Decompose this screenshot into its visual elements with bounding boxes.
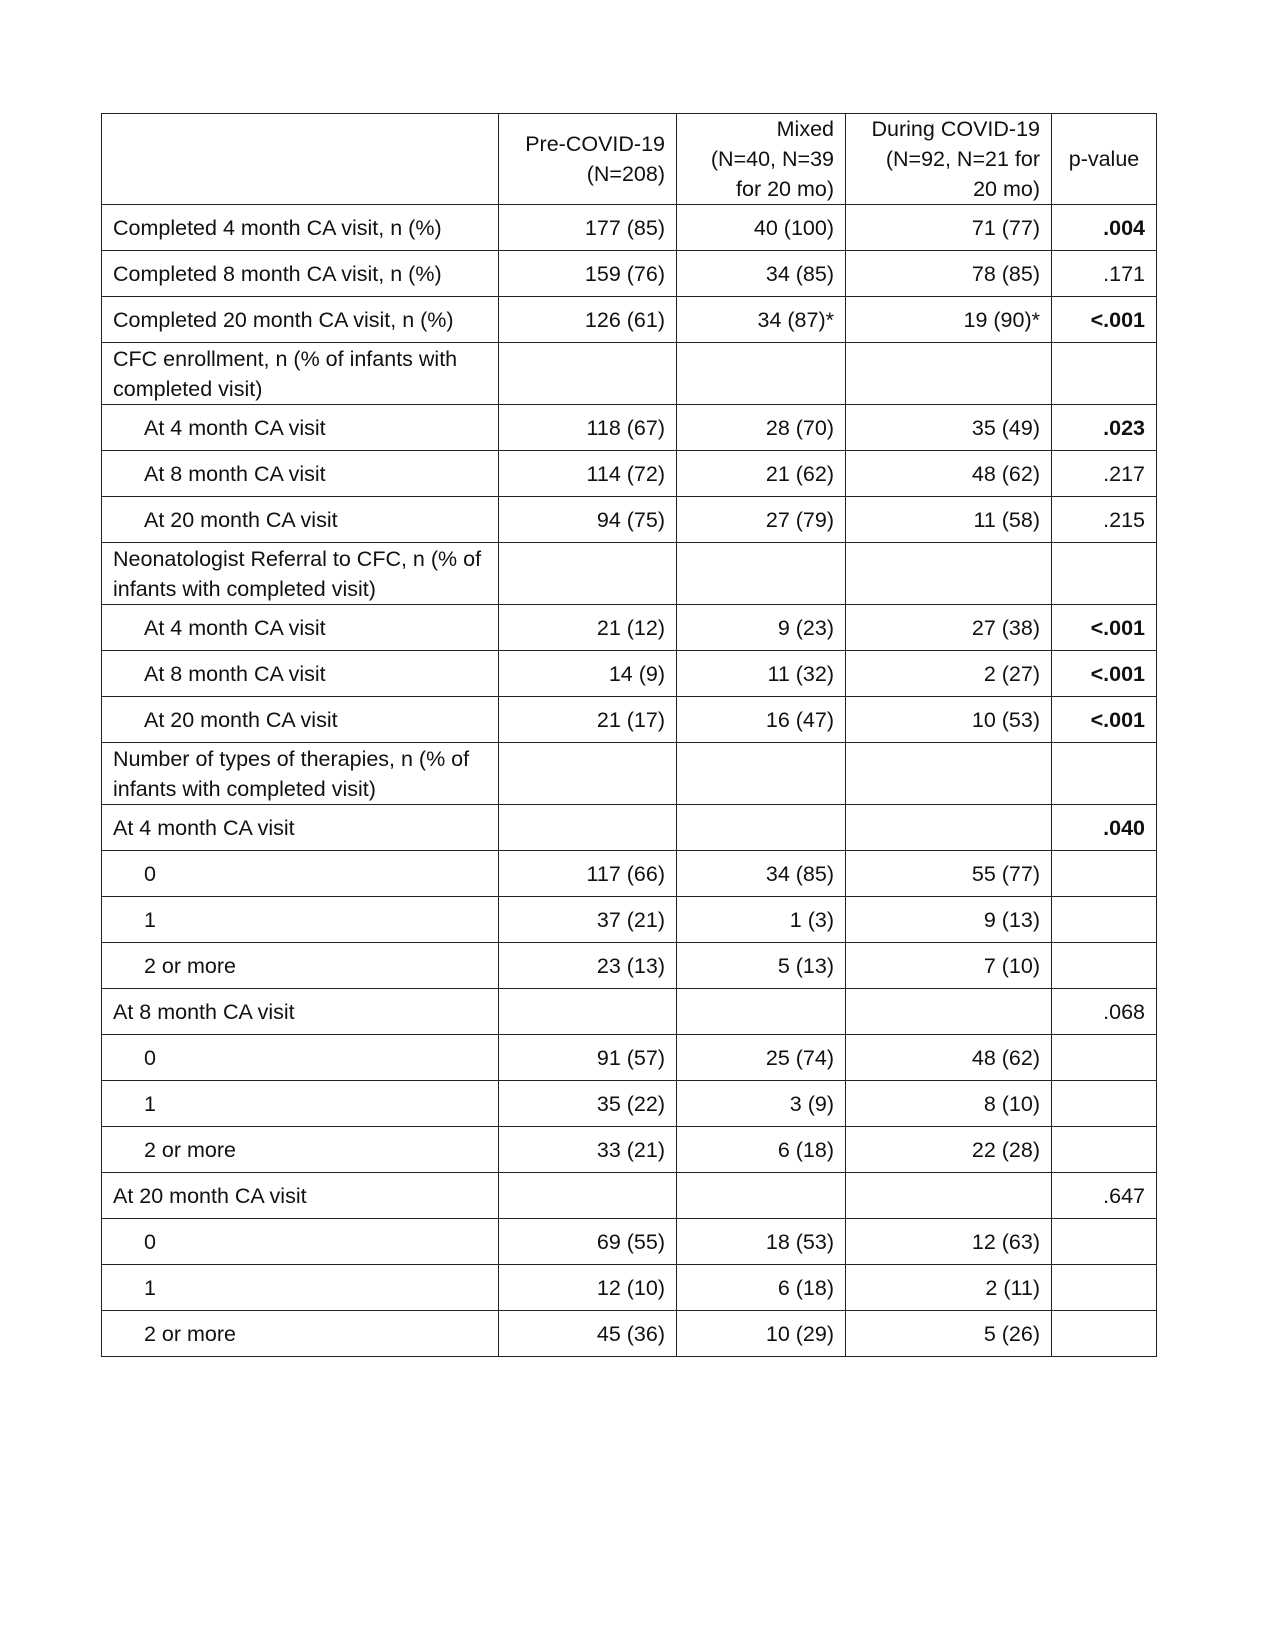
table-row <box>102 297 1157 343</box>
cell-during-covid <box>846 805 1052 851</box>
row-label: At 20 month CA visit <box>102 497 499 543</box>
cell-pre-covid: 21 (12) <box>499 605 677 651</box>
cell-p-value <box>1052 543 1157 605</box>
cell-p-value: .647 <box>1052 1173 1157 1219</box>
table-row <box>102 1127 1157 1173</box>
cell-during-covid: 9 (13) <box>846 897 1052 943</box>
table-row <box>102 989 1157 1035</box>
table-row <box>102 1311 1157 1357</box>
cell-during-covid: 10 (53) <box>846 697 1052 743</box>
row-label: At 4 month CA visit <box>102 605 499 651</box>
cell-pre-covid <box>499 989 677 1035</box>
cell-mixed: 34 (87)* <box>677 297 846 343</box>
cell-mixed: 34 (85) <box>677 251 846 297</box>
cell-pre-covid: 69 (55) <box>499 1219 677 1265</box>
table-row <box>102 405 1157 451</box>
table-row <box>102 851 1157 897</box>
row-label: At 8 month CA visit <box>102 451 499 497</box>
cell-during-covid: 35 (49) <box>846 405 1052 451</box>
cell-during-covid: 12 (63) <box>846 1219 1052 1265</box>
cell-p-value <box>1052 743 1157 805</box>
table-row <box>102 251 1157 297</box>
results-table <box>101 113 1157 1357</box>
header-mixed: Mixed (N=40, N=39 for 20 mo) <box>677 114 846 205</box>
cell-mixed: 28 (70) <box>677 405 846 451</box>
cell-pre-covid <box>499 743 677 805</box>
cell-during-covid: 5 (26) <box>846 1311 1052 1357</box>
cell-mixed: 6 (18) <box>677 1265 846 1311</box>
cell-pre-covid: 23 (13) <box>499 943 677 989</box>
row-label: At 4 month CA visit <box>102 405 499 451</box>
cell-during-covid: 55 (77) <box>846 851 1052 897</box>
cell-during-covid: 48 (62) <box>846 451 1052 497</box>
cell-pre-covid: 12 (10) <box>499 1265 677 1311</box>
cell-mixed: 5 (13) <box>677 943 846 989</box>
cell-p-value: <.001 <box>1052 697 1157 743</box>
cell-pre-covid <box>499 543 677 605</box>
cell-mixed <box>677 743 846 805</box>
table-header-row <box>102 114 1157 205</box>
table-row <box>102 497 1157 543</box>
cell-pre-covid <box>499 805 677 851</box>
row-label: Completed 20 month CA visit, n (%) <box>102 297 499 343</box>
row-label: Completed 4 month CA visit, n (%) <box>102 205 499 251</box>
cell-during-covid: 27 (38) <box>846 605 1052 651</box>
cell-pre-covid <box>499 1173 677 1219</box>
row-label: 1 <box>102 1081 499 1127</box>
cell-during-covid <box>846 989 1052 1035</box>
cell-mixed: 11 (32) <box>677 651 846 697</box>
cell-p-value <box>1052 943 1157 989</box>
cell-during-covid: 8 (10) <box>846 1081 1052 1127</box>
cell-during-covid: 2 (11) <box>846 1265 1052 1311</box>
cell-during-covid: 7 (10) <box>846 943 1052 989</box>
cell-during-covid <box>846 743 1052 805</box>
cell-during-covid: 2 (27) <box>846 651 1052 697</box>
cell-p-value: .217 <box>1052 451 1157 497</box>
cell-pre-covid: 35 (22) <box>499 1081 677 1127</box>
table-row <box>102 897 1157 943</box>
cell-mixed <box>677 543 846 605</box>
cell-p-value: .171 <box>1052 251 1157 297</box>
cell-p-value <box>1052 851 1157 897</box>
cell-mixed: 25 (74) <box>677 1035 846 1081</box>
cell-p-value: .040 <box>1052 805 1157 851</box>
cell-during-covid <box>846 543 1052 605</box>
section-row <box>102 343 1157 405</box>
table-row <box>102 1265 1157 1311</box>
table-row <box>102 943 1157 989</box>
cell-mixed: 10 (29) <box>677 1311 846 1357</box>
table-row <box>102 1035 1157 1081</box>
row-label: At 8 month CA visit <box>102 651 499 697</box>
table-row <box>102 1173 1157 1219</box>
cell-pre-covid: 117 (66) <box>499 851 677 897</box>
cell-mixed: 18 (53) <box>677 1219 846 1265</box>
cell-p-value: <.001 <box>1052 297 1157 343</box>
cell-during-covid: 71 (77) <box>846 205 1052 251</box>
row-label: 1 <box>102 897 499 943</box>
table-row <box>102 605 1157 651</box>
cell-mixed <box>677 1173 846 1219</box>
cell-pre-covid: 159 (76) <box>499 251 677 297</box>
cell-mixed: 40 (100) <box>677 205 846 251</box>
cell-pre-covid: 126 (61) <box>499 297 677 343</box>
row-label: At 20 month CA visit <box>102 697 499 743</box>
cell-mixed <box>677 343 846 405</box>
row-label: 0 <box>102 1219 499 1265</box>
cell-mixed: 27 (79) <box>677 497 846 543</box>
header-pre-covid: Pre-COVID-19 (N=208) <box>499 114 677 205</box>
cell-p-value <box>1052 1127 1157 1173</box>
row-label: 2 or more <box>102 1127 499 1173</box>
cell-pre-covid <box>499 343 677 405</box>
cell-during-covid <box>846 343 1052 405</box>
cell-pre-covid: 45 (36) <box>499 1311 677 1357</box>
cell-p-value <box>1052 1081 1157 1127</box>
cell-mixed: 16 (47) <box>677 697 846 743</box>
cell-during-covid: 11 (58) <box>846 497 1052 543</box>
cell-p-value <box>1052 897 1157 943</box>
row-label: 2 or more <box>102 943 499 989</box>
cell-p-value <box>1052 343 1157 405</box>
cell-mixed: 1 (3) <box>677 897 846 943</box>
cell-during-covid: 22 (28) <box>846 1127 1052 1173</box>
section-row <box>102 743 1157 805</box>
cell-p-value <box>1052 1219 1157 1265</box>
cell-p-value: <.001 <box>1052 605 1157 651</box>
cell-pre-covid: 21 (17) <box>499 697 677 743</box>
cell-pre-covid: 114 (72) <box>499 451 677 497</box>
cell-mixed: 9 (23) <box>677 605 846 651</box>
row-label: 0 <box>102 851 499 897</box>
row-label: At 20 month CA visit <box>102 1173 499 1219</box>
cell-p-value: .023 <box>1052 405 1157 451</box>
row-label: At 8 month CA visit <box>102 989 499 1035</box>
cell-during-covid: 19 (90)* <box>846 297 1052 343</box>
cell-mixed: 34 (85) <box>677 851 846 897</box>
cell-pre-covid: 177 (85) <box>499 205 677 251</box>
table-row <box>102 451 1157 497</box>
section-label: Neonatologist Referral to CFC, n (% of infants with completed visit) <box>102 543 499 605</box>
cell-p-value: <.001 <box>1052 651 1157 697</box>
cell-mixed: 21 (62) <box>677 451 846 497</box>
header-p-value: p-value <box>1052 114 1157 205</box>
table-row <box>102 1219 1157 1265</box>
cell-p-value: .068 <box>1052 989 1157 1035</box>
table-row <box>102 697 1157 743</box>
section-label: CFC enrollment, n (% of infants with completed visit) <box>102 343 499 405</box>
cell-during-covid <box>846 1173 1052 1219</box>
table-row <box>102 805 1157 851</box>
cell-p-value: .004 <box>1052 205 1157 251</box>
cell-mixed <box>677 989 846 1035</box>
row-label: At 4 month CA visit <box>102 805 499 851</box>
cell-during-covid: 78 (85) <box>846 251 1052 297</box>
header-during-covid: During COVID-19 (N=92, N=21 for 20 mo) <box>846 114 1052 205</box>
cell-p-value <box>1052 1035 1157 1081</box>
table-row <box>102 1081 1157 1127</box>
cell-pre-covid: 14 (9) <box>499 651 677 697</box>
cell-mixed: 3 (9) <box>677 1081 846 1127</box>
cell-pre-covid: 33 (21) <box>499 1127 677 1173</box>
section-label: Number of types of therapies, n (% of infants with completed visit) <box>102 743 499 805</box>
header-blank <box>102 114 499 205</box>
cell-pre-covid: 91 (57) <box>499 1035 677 1081</box>
row-label: Completed 8 month CA visit, n (%) <box>102 251 499 297</box>
table-row <box>102 205 1157 251</box>
row-label: 0 <box>102 1035 499 1081</box>
table-row <box>102 651 1157 697</box>
cell-mixed <box>677 805 846 851</box>
cell-during-covid: 48 (62) <box>846 1035 1052 1081</box>
row-label: 1 <box>102 1265 499 1311</box>
cell-mixed: 6 (18) <box>677 1127 846 1173</box>
section-row <box>102 543 1157 605</box>
cell-pre-covid: 118 (67) <box>499 405 677 451</box>
cell-pre-covid: 37 (21) <box>499 897 677 943</box>
cell-p-value: .215 <box>1052 497 1157 543</box>
cell-p-value <box>1052 1311 1157 1357</box>
cell-p-value <box>1052 1265 1157 1311</box>
row-label: 2 or more <box>102 1311 499 1357</box>
cell-pre-covid: 94 (75) <box>499 497 677 543</box>
